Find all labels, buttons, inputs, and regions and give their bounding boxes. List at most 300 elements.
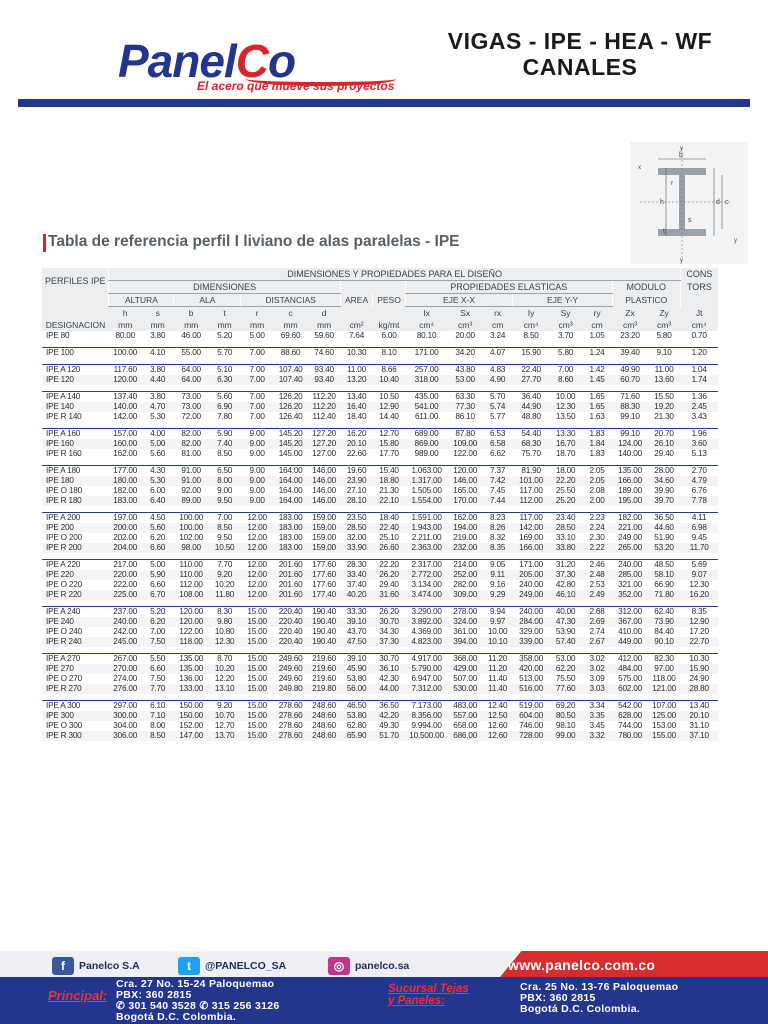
value-cell: 147.00 [174, 731, 209, 741]
value-cell: 99.10 [620, 412, 640, 421]
value-cell: 15.00 [241, 684, 273, 694]
value-cell: 22.70 [680, 637, 718, 647]
designation-cell: IPE O 220 [46, 580, 82, 589]
value-cell: 3.70 [558, 331, 574, 340]
value-cell: 81.90 [521, 466, 541, 475]
value-cell: 49.30 [379, 721, 399, 730]
table-row [42, 664, 718, 674]
value-cell: 989.00 [414, 449, 439, 458]
value-cell: 16.40 [340, 402, 372, 412]
designation-cell: IPE R 300 [42, 731, 109, 741]
value-cell: 140.00 [618, 449, 642, 458]
value-cell: 8.10 [381, 348, 397, 357]
value-cell: 3.45 [589, 721, 605, 730]
value-cell: 118.00 [652, 674, 676, 683]
value-cell: 42.20 [373, 711, 405, 721]
table-row [42, 731, 718, 741]
title-line-2: CANALES [522, 54, 638, 80]
value-cell: 21.30 [379, 486, 399, 495]
value-cell: 9.00 [249, 429, 265, 438]
value-cell: 47.30 [549, 617, 581, 627]
title-accent-bar [43, 234, 46, 252]
value-cell: 39.70 [648, 496, 681, 506]
value-cell: 358.00 [519, 654, 544, 663]
table-row [42, 476, 718, 486]
value-cell: 19.20 [648, 402, 681, 412]
value-cell: 159.00 [308, 523, 340, 533]
value-cell: 367.00 [612, 617, 648, 627]
value-cell: 59.60 [314, 331, 334, 340]
value-cell: 36.10 [373, 664, 405, 674]
value-cell: 120.00 [453, 466, 478, 475]
value-cell: 542.00 [618, 701, 642, 710]
value-cell: 12.00 [241, 523, 273, 533]
value-cell: 25.20 [549, 496, 581, 506]
value-cell: 2.53 [589, 580, 605, 589]
table-row [42, 684, 718, 694]
value-cell: 145.00 [278, 449, 303, 458]
value-cell: 28.30 [346, 560, 367, 569]
facebook-icon: f [52, 957, 74, 975]
unit-b: mm [174, 319, 209, 331]
value-cell: 306.00 [109, 731, 141, 741]
value-cell: 17.70 [379, 449, 399, 458]
value-cell: 12.60 [487, 721, 508, 730]
value-cell: 75.50 [555, 674, 576, 683]
value-cell: 2.772.00 [405, 570, 448, 580]
value-cell: 12.90 [680, 617, 718, 627]
table-title: Tabla de referencia perfil I liviano de alas paralelas - IPE [48, 233, 460, 250]
value-cell: 15.90 [680, 664, 718, 674]
value-cell: 29.40 [379, 580, 399, 589]
value-cell: 11.70 [680, 543, 718, 553]
value-cell: 117.60 [113, 365, 137, 374]
value-cell: 80.50 [549, 711, 581, 721]
value-cell: 204.00 [109, 543, 141, 553]
value-cell: 120.00 [109, 375, 141, 385]
value-cell: 7.44 [482, 496, 512, 506]
value-cell: 205.00 [513, 570, 550, 580]
unit-r: mm [241, 319, 273, 331]
designation-cell: IPE A 120 [46, 365, 81, 374]
whatsapp-icon: ✆ [116, 1000, 126, 1012]
value-cell: 98.00 [174, 543, 209, 553]
value-cell: 507.00 [453, 674, 478, 683]
diagram-label-y-side: y [734, 238, 737, 244]
value-cell: 4.10 [150, 348, 166, 357]
instagram-link[interactable] [328, 957, 409, 975]
value-cell: 145.20 [278, 429, 303, 438]
value-cell: 15.00 [247, 674, 267, 683]
value-cell: 240.00 [618, 560, 642, 569]
value-cell: 7.00 [241, 402, 273, 412]
designation-cell: IPE A 300 [46, 701, 81, 710]
value-cell: 220.40 [278, 607, 303, 616]
value-cell: 28.50 [549, 523, 581, 533]
value-cell: 201.60 [278, 560, 303, 569]
value-cell: 201.60 [273, 590, 308, 600]
value-cell: 182.00 [618, 513, 642, 522]
value-cell: 339.00 [513, 637, 550, 647]
value-cell: 146.00 [448, 476, 483, 486]
value-cell: 124.00 [612, 439, 648, 449]
value-cell: 8.66 [381, 365, 397, 374]
value-cell: 164.00 [273, 496, 308, 506]
principal-address: Cra. 27 No. 15-24 Paloquemao [116, 978, 275, 990]
value-cell: 219.00 [453, 533, 478, 542]
value-cell: 164.00 [278, 486, 303, 495]
symbol-zy: Zy [648, 307, 681, 320]
value-cell: 5.77 [490, 412, 506, 421]
value-cell: 99.00 [549, 731, 581, 741]
table-row [42, 348, 718, 358]
value-cell: 658.00 [453, 721, 478, 730]
symbol-d: d [308, 307, 340, 320]
unit-ix: cm⁴ [405, 319, 448, 331]
value-cell: 71.80 [648, 590, 681, 600]
table-row [42, 637, 718, 647]
value-cell: 2.68 [589, 607, 605, 616]
value-cell: 40.20 [340, 590, 372, 600]
value-cell: 177.60 [312, 560, 337, 569]
principal-phone-2: 315 256 3126 [211, 1000, 280, 1012]
twitter-link[interactable] [178, 957, 286, 975]
value-cell: 26.20 [379, 607, 399, 616]
value-cell: 194.00 [448, 523, 483, 533]
value-cell: 1.04 [691, 365, 707, 374]
value-cell: 62.20 [549, 664, 581, 674]
value-cell: 429.00 [448, 664, 483, 674]
value-cell: 3.290.00 [411, 607, 442, 616]
value-cell: 110.00 [179, 560, 203, 569]
value-cell: 5.70 [490, 392, 506, 401]
diagram-label-r: r [671, 180, 674, 187]
value-cell: 252.00 [448, 570, 483, 580]
value-cell: 146.00 [312, 466, 337, 475]
value-cell: 248.60 [312, 721, 337, 730]
value-cell: 5.69 [691, 560, 707, 569]
value-cell: 8.35 [482, 543, 512, 553]
designation-cell: IPE 120 [42, 375, 109, 385]
value-cell: 6.90 [208, 402, 240, 412]
value-cell: 3.892.00 [405, 617, 448, 627]
value-cell: 34.20 [455, 348, 475, 357]
diagram-label-c: c [725, 199, 729, 206]
value-cell: 12.20 [214, 674, 235, 683]
value-cell: 40.00 [555, 607, 576, 616]
value-cell: 81.00 [181, 449, 201, 458]
value-cell: 309.00 [448, 590, 483, 600]
value-cell: 68.30 [513, 439, 550, 449]
value-cell: 42.80 [555, 580, 576, 589]
value-cell: 361.00 [453, 627, 478, 636]
value-cell: 11.40 [488, 674, 508, 683]
value-cell: 604.00 [513, 711, 550, 721]
value-cell: 3.03 [582, 684, 612, 694]
value-cell: 58.10 [648, 570, 681, 580]
value-cell: 410.00 [618, 627, 642, 636]
value-cell: 513.00 [519, 674, 544, 683]
value-cell: 5.30 [150, 412, 166, 421]
header-plastico: PLASTICO [612, 294, 680, 307]
value-cell: 11.20 [482, 664, 512, 674]
designation-cell: IPE A 240 [46, 607, 81, 616]
value-cell: 7.00 [241, 375, 273, 385]
value-cell: 394.00 [448, 637, 483, 647]
value-cell: 73.00 [174, 402, 209, 412]
value-cell: 8.32 [490, 533, 506, 542]
value-cell: 18.80 [373, 476, 405, 486]
value-cell: 152.00 [179, 721, 204, 730]
value-cell: 20.00 [455, 331, 475, 340]
value-cell: 321.00 [618, 580, 642, 589]
value-cell: 159.00 [312, 513, 337, 522]
value-cell: 10.70 [208, 711, 240, 721]
value-cell: 1.65 [582, 402, 612, 412]
value-cell: 197.00 [113, 513, 138, 522]
value-cell: 7.10 [141, 711, 173, 721]
value-cell: 12.00 [247, 513, 267, 522]
value-cell: 155.00 [648, 731, 681, 741]
value-cell: 47.50 [340, 637, 372, 647]
symbol-ix: Ix [405, 307, 448, 320]
value-cell: 1.24 [589, 348, 605, 357]
value-cell: 9.00 [241, 439, 273, 449]
symbol-b: b [174, 307, 209, 320]
value-cell: 10.00 [487, 627, 508, 636]
value-cell: 222.00 [113, 580, 138, 589]
value-cell: 180.00 [109, 476, 141, 486]
value-cell: 33.10 [555, 533, 576, 542]
principal-pbx: PBX: 360 2815 [116, 989, 192, 1001]
value-cell: 7.40 [208, 439, 240, 449]
designation-cell: IPE R 200 [42, 543, 109, 553]
value-cell: 82.30 [654, 654, 674, 663]
value-cell: 278.60 [273, 711, 308, 721]
value-cell: 3.02 [589, 654, 605, 663]
website-link[interactable]: www.panelco.com.co [508, 957, 656, 973]
table-row [42, 513, 718, 523]
value-cell: 64.00 [174, 375, 209, 385]
value-cell: 541.00 [405, 402, 448, 412]
value-cell: 2.45 [680, 402, 718, 412]
symbol-zx: Zx [612, 307, 648, 320]
value-cell: 20.70 [654, 429, 674, 438]
value-cell: 140.00 [109, 402, 141, 412]
value-cell: 135.00 [179, 654, 204, 663]
value-cell: 22.10 [373, 496, 405, 506]
value-cell: 17.20 [689, 627, 709, 636]
value-cell: 6.50 [217, 466, 233, 475]
value-cell: 88.60 [280, 348, 301, 357]
designation-cell: IPE 200 [42, 523, 109, 533]
value-cell: 10.30 [689, 654, 709, 663]
value-cell: 2.69 [582, 617, 612, 627]
value-cell: 125.00 [648, 711, 681, 721]
value-cell: 1.20 [691, 348, 707, 357]
value-cell: 746.00 [519, 721, 544, 730]
value-cell: 69.20 [555, 701, 576, 710]
value-cell: 89.00 [174, 496, 209, 506]
value-cell: 575.00 [618, 674, 642, 683]
value-cell: 1.83 [589, 429, 605, 438]
value-cell: 53.00 [448, 375, 483, 385]
value-cell: 55.00 [181, 348, 201, 357]
ipe-reference-table [42, 268, 718, 741]
value-cell: 276.00 [109, 684, 141, 694]
value-cell: 189.00 [618, 486, 642, 495]
unit-s: mm [141, 319, 173, 331]
value-cell: 42.30 [379, 674, 399, 683]
value-cell: 39.40 [620, 348, 640, 357]
value-cell: 177.60 [308, 570, 340, 580]
value-cell: 6.76 [691, 486, 707, 495]
value-cell: 146.00 [308, 476, 340, 486]
value-cell: 232.00 [448, 543, 483, 553]
value-cell: 214.00 [453, 560, 478, 569]
value-cell: 2.211.00 [411, 533, 442, 542]
value-cell: 7.80 [217, 412, 233, 421]
table-row [42, 496, 718, 506]
value-cell: 8.50 [141, 731, 173, 741]
value-cell: 265.00 [612, 543, 648, 553]
table-row [42, 523, 718, 533]
value-cell: 183.00 [278, 513, 303, 522]
value-cell: 84.40 [654, 627, 674, 636]
value-cell: 73.00 [181, 392, 201, 401]
value-cell: 100.00 [179, 513, 204, 522]
value-cell: 145.20 [273, 439, 308, 449]
value-cell: 9.16 [490, 580, 506, 589]
value-cell: 91.00 [174, 476, 209, 486]
value-cell: 5.90 [217, 429, 233, 438]
value-cell: 219.60 [308, 664, 340, 674]
branch-city: Bogotá D.C. Colombia. [520, 1003, 641, 1015]
value-cell: 12.00 [241, 570, 273, 580]
unit-area: cm² [340, 319, 372, 331]
value-cell: 20.10 [680, 711, 718, 721]
value-cell: 18.00 [555, 466, 576, 475]
header-ala: ALA [174, 294, 241, 307]
value-cell: 6.20 [141, 617, 173, 627]
unit-iy: cm⁴ [513, 319, 550, 331]
value-cell: 120.00 [179, 607, 204, 616]
value-cell: 4.83 [490, 365, 506, 374]
value-cell: 10.00 [555, 392, 576, 401]
facebook-link[interactable] [52, 957, 140, 975]
value-cell: 53.20 [648, 543, 681, 553]
value-cell: 220.40 [278, 627, 303, 636]
value-cell: 46.00 [181, 331, 201, 340]
value-cell: 107.40 [278, 365, 303, 374]
value-cell: 7.00 [249, 365, 265, 374]
value-cell: 6.10 [150, 701, 166, 710]
designation-cell: IPE 270 [42, 664, 109, 674]
value-cell: 10.50 [379, 392, 399, 401]
value-cell: 11.80 [208, 590, 240, 600]
value-cell: 33.80 [549, 543, 581, 553]
value-cell: 9.97 [482, 617, 512, 627]
value-cell: 183.00 [109, 496, 141, 506]
value-cell: 5.00 [249, 331, 265, 340]
table-row [42, 590, 718, 600]
value-cell: 2.22 [582, 543, 612, 553]
value-cell: 142.00 [513, 523, 550, 533]
value-cell: 329.00 [519, 627, 544, 636]
value-cell: 257.00 [414, 365, 439, 374]
header-designacion: DESIGNACION [42, 319, 109, 331]
value-cell: 62.40 [654, 607, 674, 616]
unit-jt: cm⁴ [680, 319, 718, 331]
value-cell: 7.00 [249, 412, 265, 421]
value-cell: 15.00 [247, 607, 267, 616]
value-cell: 22.20 [549, 476, 581, 486]
value-cell: 62.80 [346, 721, 367, 730]
value-cell: 53.80 [346, 674, 367, 683]
value-cell: 159.00 [312, 533, 337, 542]
value-cell: 183.00 [278, 533, 303, 542]
branch-address: Cra. 25 No. 13-76 Paloquemao [520, 981, 679, 993]
value-cell: 13.40 [689, 701, 709, 710]
value-cell: 112.00 [513, 496, 550, 506]
value-cell: 4.823.00 [405, 637, 448, 647]
value-cell: 33.90 [340, 543, 372, 553]
value-cell: 1.554.00 [405, 496, 448, 506]
value-cell: 112.40 [312, 412, 336, 421]
value-cell: 8.23 [490, 513, 506, 522]
value-cell: 4.30 [150, 466, 166, 475]
value-cell: 86.10 [455, 412, 475, 421]
value-cell: 220.40 [273, 617, 308, 627]
value-cell: 33.40 [340, 570, 372, 580]
value-cell: 23.50 [346, 513, 367, 522]
unit-zx: cm³ [612, 319, 648, 331]
designation-cell: IPE A 200 [46, 513, 81, 522]
facebook-label: Panelco S.A [79, 960, 140, 972]
unit-sx: cm³ [448, 319, 483, 331]
value-cell: 300.00 [109, 711, 141, 721]
value-cell: 112.00 [179, 580, 203, 589]
value-cell: 13.20 [340, 375, 372, 385]
value-cell: 7.42 [482, 476, 512, 486]
value-cell: 1.591.00 [411, 513, 442, 522]
value-cell: 39.10 [346, 654, 367, 663]
table-row [42, 701, 718, 711]
value-cell: 869.00 [405, 439, 448, 449]
value-cell: 9.50 [208, 496, 240, 506]
value-cell: 27.10 [346, 486, 367, 495]
diagram-label-x: x [638, 165, 641, 171]
value-cell: 177.00 [113, 466, 138, 475]
value-cell: 80.10 [416, 331, 437, 340]
principal-label: Principal: [48, 988, 108, 1003]
value-cell: 6.20 [150, 533, 166, 542]
value-cell: 30.70 [373, 617, 405, 627]
value-cell: 8.00 [208, 476, 240, 486]
value-cell: 93.40 [308, 375, 340, 385]
value-cell: 744.00 [618, 721, 642, 730]
value-cell: 5.00 [141, 439, 173, 449]
value-cell: 516.00 [513, 684, 550, 694]
value-cell: 267.00 [113, 654, 138, 663]
value-cell: 201.60 [278, 580, 303, 589]
symbol-ry: ry [582, 307, 612, 320]
title-line-1: VIGAS - IPE - HEA - WF [447, 28, 713, 54]
value-cell: 8.50 [208, 523, 240, 533]
value-cell: 2.00 [582, 496, 612, 506]
twitter-label: @PANELCO_SA [205, 960, 287, 972]
designation-cell: IPE A 270 [46, 654, 81, 663]
